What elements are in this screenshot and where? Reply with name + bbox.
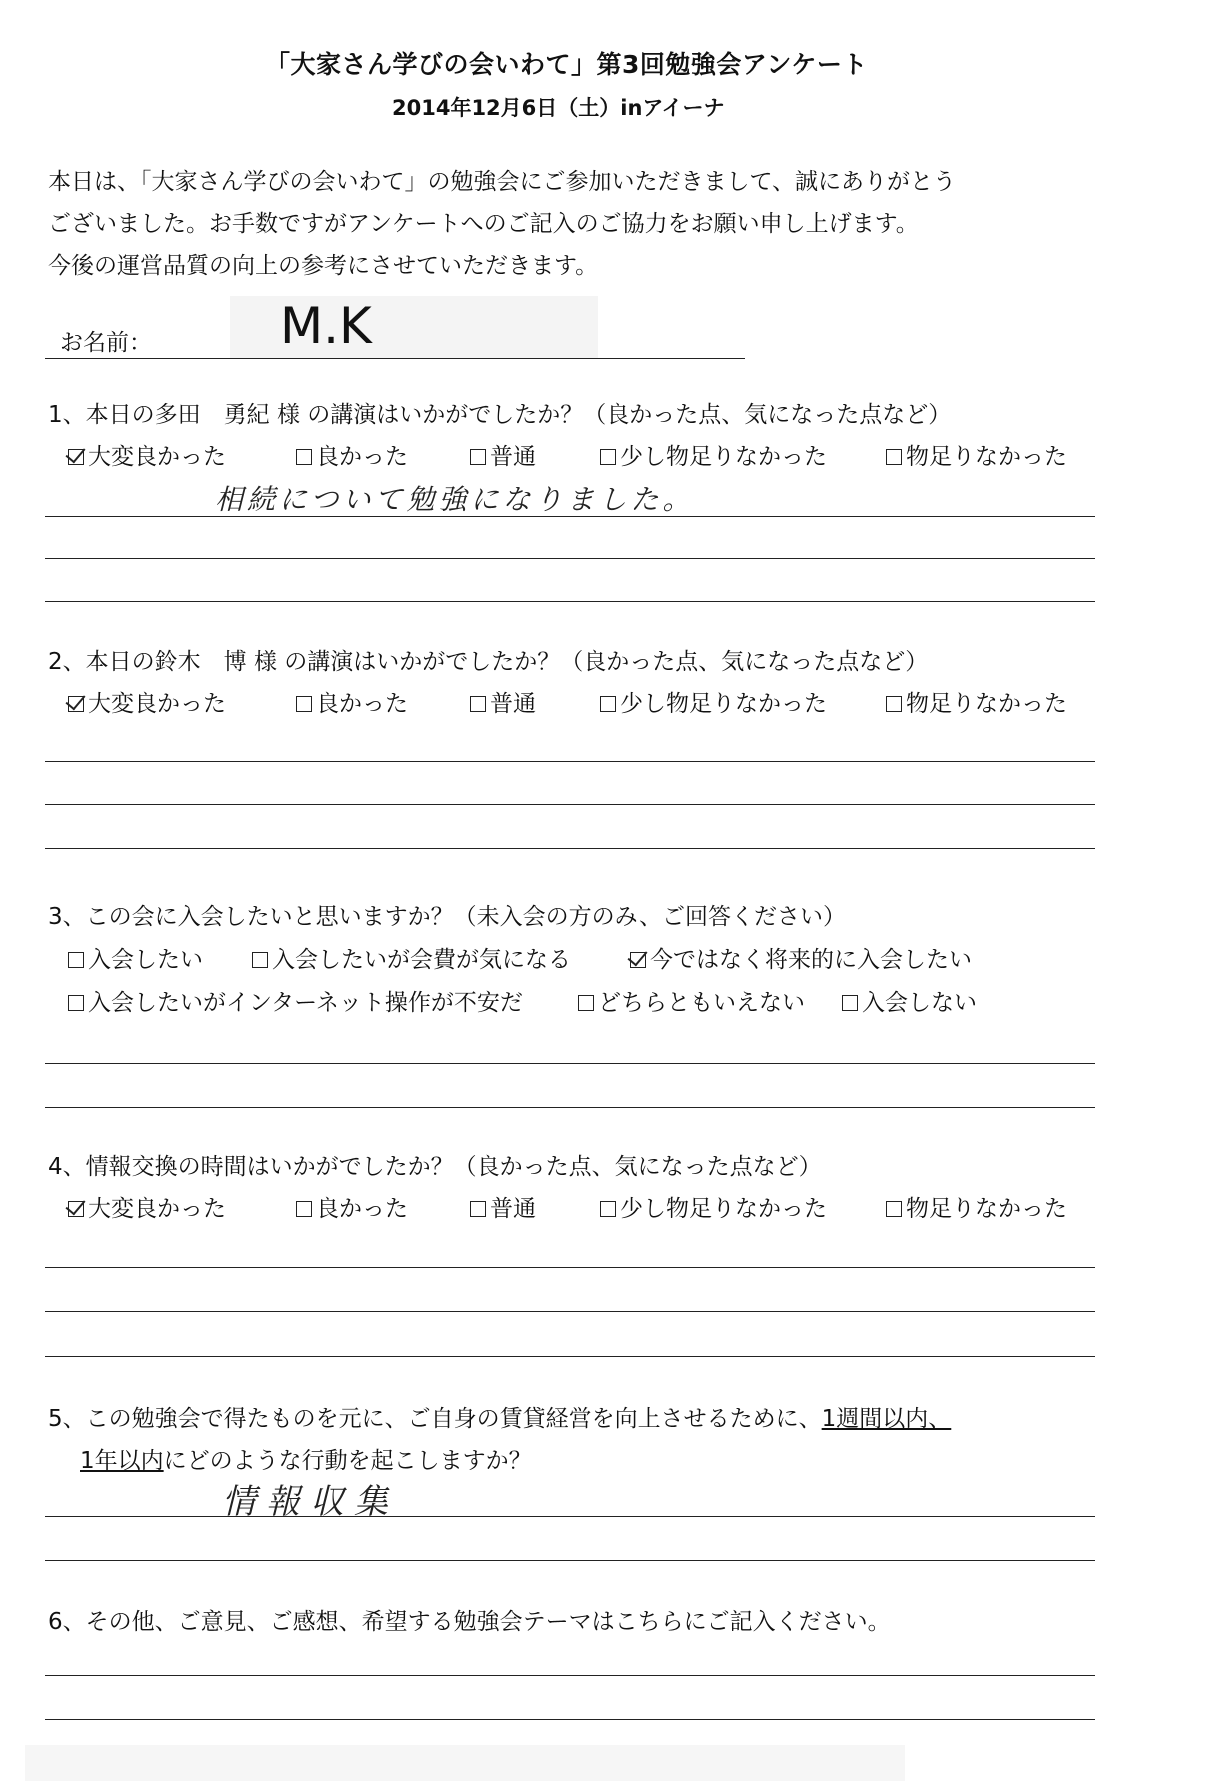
q1-handwritten-answer[interactable]: 相続について勉強になりました。 (215, 483, 695, 516)
checkbox[interactable] (470, 449, 486, 465)
answer-line (45, 558, 1095, 559)
q6-question: 6、その他、ご意見、ご感想、希望する勉強会テーマはこちらにご記入ください。 (48, 1609, 891, 1635)
checkbox[interactable] (470, 696, 486, 712)
q1-option-very-good[interactable]: 大変良かった (68, 438, 226, 471)
answer-line (45, 1516, 1095, 1517)
checkbox[interactable] (68, 952, 84, 968)
answer-line (45, 1267, 1095, 1268)
intro-line-3: 今後の運営品質の向上の参考にさせていただきます。 (48, 253, 599, 279)
checkbox[interactable] (886, 1201, 902, 1217)
checkbox[interactable] (68, 995, 84, 1011)
q4-question: 4、情報交換の時間はいかがでしたか？（良かった点、気になった点など） (48, 1154, 822, 1180)
checkbox[interactable] (886, 696, 902, 712)
q3-option-undecided[interactable]: どちらともいえない (578, 984, 805, 1017)
checkbox-checked[interactable] (68, 449, 84, 465)
redaction-area (25, 1745, 905, 1781)
checkbox[interactable] (578, 995, 594, 1011)
checkbox[interactable] (296, 696, 312, 712)
q2-option-slightly-lacking[interactable]: 少し物足りなかった (600, 685, 827, 718)
checkbox[interactable] (842, 995, 858, 1011)
name-underline (45, 358, 745, 359)
q4-option-slightly-lacking[interactable]: 少し物足りなかった (600, 1190, 827, 1223)
checkbox[interactable] (600, 449, 616, 465)
checkbox-checked[interactable] (68, 1201, 84, 1217)
checkbox[interactable] (886, 449, 902, 465)
q3-question: 3、この会に入会したいと思いますか？（未入会の方のみ、ご回答ください） (48, 904, 847, 930)
survey-date: 2014年12月6日（土）inアイーナ (392, 96, 725, 120)
q1-option-good[interactable]: 良かった (296, 438, 408, 471)
q2-option-good[interactable]: 良かった (296, 685, 408, 718)
checkbox[interactable] (296, 1201, 312, 1217)
intro-line-2: ございました。お手数ですがアンケートへのご記入のご協力をお願い申し上げます。 (48, 211, 919, 237)
q4-option-average[interactable]: 普通 (470, 1190, 536, 1223)
checkbox[interactable] (600, 696, 616, 712)
q2-option-average[interactable]: 普通 (470, 685, 536, 718)
answer-line (45, 1063, 1095, 1064)
checkbox[interactable] (470, 1201, 486, 1217)
q5-handwritten-answer[interactable]: 情報収集 (222, 1482, 398, 1522)
q1-question: 1、本日の多田 勇紀 様 の講演はいかがでしたか？（良かった点、気になった点など） (48, 402, 952, 428)
q4-option-good[interactable]: 良かった (296, 1190, 408, 1223)
checkbox-checked[interactable] (68, 696, 84, 712)
q5-question: 5、この勉強会で得たものを元に、ご自身の賃貸経営を向上させるために、1週間以内、 (48, 1406, 952, 1432)
answer-line (45, 1107, 1095, 1108)
checkbox[interactable] (252, 952, 268, 968)
answer-line (45, 1311, 1095, 1312)
answer-line (45, 601, 1095, 602)
q1-option-slightly-lacking[interactable]: 少し物足りなかった (600, 438, 827, 471)
survey-title: 「大家さん学びの会いわて」第3回勉強会アンケート (265, 50, 868, 79)
q3-option-join-fee-concern[interactable]: 入会したいが会費が気になる (252, 941, 571, 974)
answer-line (45, 1560, 1095, 1561)
answer-line (45, 1675, 1095, 1676)
q2-question: 2、本日の鈴木 博 様 の講演はいかがでしたか？（良かった点、気になった点など） (48, 649, 929, 675)
q3-option-join-later[interactable]: 今ではなく将来的に入会したい (630, 941, 972, 974)
intro-line-1: 本日は、「大家さん学びの会いわて」の勉強会にご参加いただきまして、誠にありがとう (48, 169, 957, 195)
q2-option-lacking[interactable]: 物足りなかった (886, 685, 1067, 718)
answer-line (45, 848, 1095, 849)
answer-line (45, 1719, 1095, 1720)
q4-option-lacking[interactable]: 物足りなかった (886, 1190, 1067, 1223)
checkbox[interactable] (296, 449, 312, 465)
q3-option-internet-concern[interactable]: 入会したいがインターネット操作が不安だ (68, 984, 523, 1017)
q3-option-join[interactable]: 入会したい (68, 941, 203, 974)
answer-line (45, 804, 1095, 805)
q2-option-very-good[interactable]: 大変良かった (68, 685, 226, 718)
name-label: お名前： (60, 330, 152, 356)
q1-option-lacking[interactable]: 物足りなかった (886, 438, 1067, 471)
q5-question-cont: 1年以内にどのような行動を起こしますか？ (80, 1448, 532, 1474)
checkbox[interactable] (600, 1201, 616, 1217)
answer-line (45, 516, 1095, 517)
answer-line (45, 1356, 1095, 1357)
q3-option-not-join[interactable]: 入会しない (842, 984, 977, 1017)
name-value[interactable]: M.K (280, 297, 372, 355)
answer-line (45, 761, 1095, 762)
checkbox-checked[interactable] (630, 952, 646, 968)
q1-option-average[interactable]: 普通 (470, 438, 536, 471)
q4-option-very-good[interactable]: 大変良かった (68, 1190, 226, 1223)
